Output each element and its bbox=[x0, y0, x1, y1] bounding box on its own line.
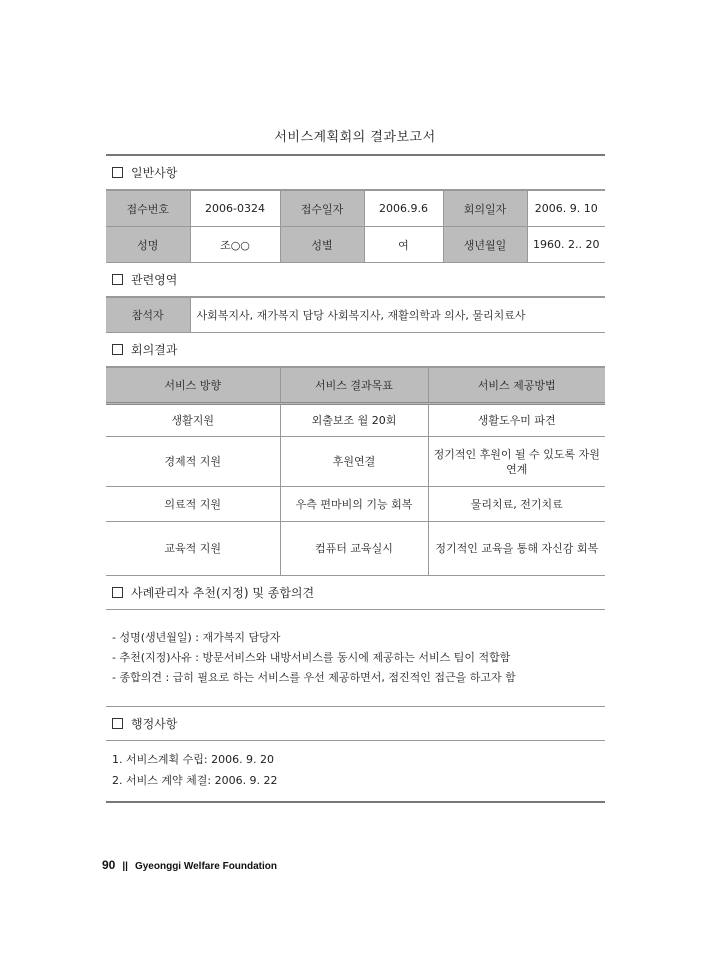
checkbox-icon bbox=[112, 167, 123, 178]
result-cell: 외출보조 월 20회 bbox=[280, 404, 428, 437]
attendees-label: 참석자 bbox=[106, 298, 190, 333]
result-col-goal: 서비스 결과목표 bbox=[280, 368, 428, 404]
footer-org: Gyeonggi Welfare Foundation bbox=[134, 861, 278, 872]
checkbox-icon bbox=[112, 587, 123, 598]
result-cell: 물리치료, 전기치료 bbox=[428, 487, 605, 522]
result-cell: 우측 편마비의 기능 회복 bbox=[280, 487, 428, 522]
opinion-line: - 추천(지정)사유 : 방문서비스와 내방서비스를 동시에 제공하는 서비스 팀이 적합함 bbox=[112, 651, 511, 664]
admin-body bbox=[106, 741, 605, 801]
birth-label: 생년월일 bbox=[443, 227, 527, 263]
general-section-heading bbox=[106, 156, 605, 190]
opinion-line: - 종합의견 : 급히 필요로 하는 서비스를 우선 제공하면서, 점진적인 접근을 하고자 함 bbox=[112, 671, 516, 684]
checkbox-icon bbox=[112, 274, 123, 285]
page-title: 서비스계획회의 결과보고서 bbox=[274, 130, 436, 145]
result-cell: 정기적인 교육을 통해 자신감 회복 bbox=[428, 522, 605, 576]
reg-date-value: 2006.9.6 bbox=[364, 191, 443, 227]
general-info-table bbox=[106, 190, 605, 263]
result-cell: 후원연결 bbox=[280, 437, 428, 487]
result-cell: 컴퓨터 교육실시 bbox=[280, 522, 428, 576]
footer-separator: || bbox=[122, 861, 128, 872]
page-number: 90 bbox=[102, 858, 116, 872]
gender-value: 여 bbox=[364, 227, 443, 263]
birth-value: 1960. 2.. 20 bbox=[527, 227, 605, 263]
page-footer bbox=[102, 858, 277, 872]
opinion-body bbox=[106, 610, 605, 707]
attendees-value: 사회복지사, 재가복지 담당 사회복지사, 재활의학과 의사, 물리치료사 bbox=[190, 298, 605, 333]
related-heading-text: 관련영역 bbox=[131, 273, 178, 287]
result-cell: 교육적 지원 bbox=[106, 522, 280, 576]
result-cell: 경제적 지원 bbox=[106, 437, 280, 487]
report-form bbox=[106, 154, 605, 803]
admin-section-heading bbox=[106, 707, 605, 741]
reg-no-label: 접수번호 bbox=[106, 191, 190, 227]
result-cell: 정기적인 후원이 될 수 있도록 자원연계 bbox=[428, 437, 605, 487]
attendees-table bbox=[106, 297, 605, 333]
checkbox-icon bbox=[112, 344, 123, 355]
name-label: 성명 bbox=[106, 227, 190, 263]
result-col-direction: 서비스 방향 bbox=[106, 368, 280, 404]
result-col-method: 서비스 제공방법 bbox=[428, 368, 605, 404]
gender-label: 성별 bbox=[280, 227, 364, 263]
reg-no-value: 2006-0324 bbox=[190, 191, 280, 227]
related-section-heading bbox=[106, 263, 605, 297]
admin-heading-text: 행정사항 bbox=[131, 717, 178, 731]
result-heading-text: 회의결과 bbox=[131, 343, 178, 357]
opinion-line: - 성명(생년월일) : 재가복지 담당자 bbox=[112, 631, 281, 644]
admin-line: 1. 서비스계획 수립: 2006. 9. 20 bbox=[112, 753, 275, 766]
opinion-heading-text: 사례관리자 추천(지정) 및 종합의견 bbox=[131, 586, 315, 600]
result-cell: 의료적 지원 bbox=[106, 487, 280, 522]
result-section-heading bbox=[106, 333, 605, 367]
result-table bbox=[106, 367, 605, 576]
meeting-date-value: 2006. 9. 10 bbox=[527, 191, 605, 227]
result-cell: 생활지원 bbox=[106, 404, 280, 437]
meeting-date-label: 회의일자 bbox=[443, 191, 527, 227]
checkbox-icon bbox=[112, 718, 123, 729]
reg-date-label: 접수일자 bbox=[280, 191, 364, 227]
result-cell: 생활도우미 파견 bbox=[428, 404, 605, 437]
opinion-section-heading bbox=[106, 576, 605, 610]
general-heading-text: 일반사항 bbox=[131, 166, 178, 180]
admin-line: 2. 서비스 계약 체결: 2006. 9. 22 bbox=[112, 774, 278, 787]
name-value: 조○○ bbox=[190, 227, 280, 263]
